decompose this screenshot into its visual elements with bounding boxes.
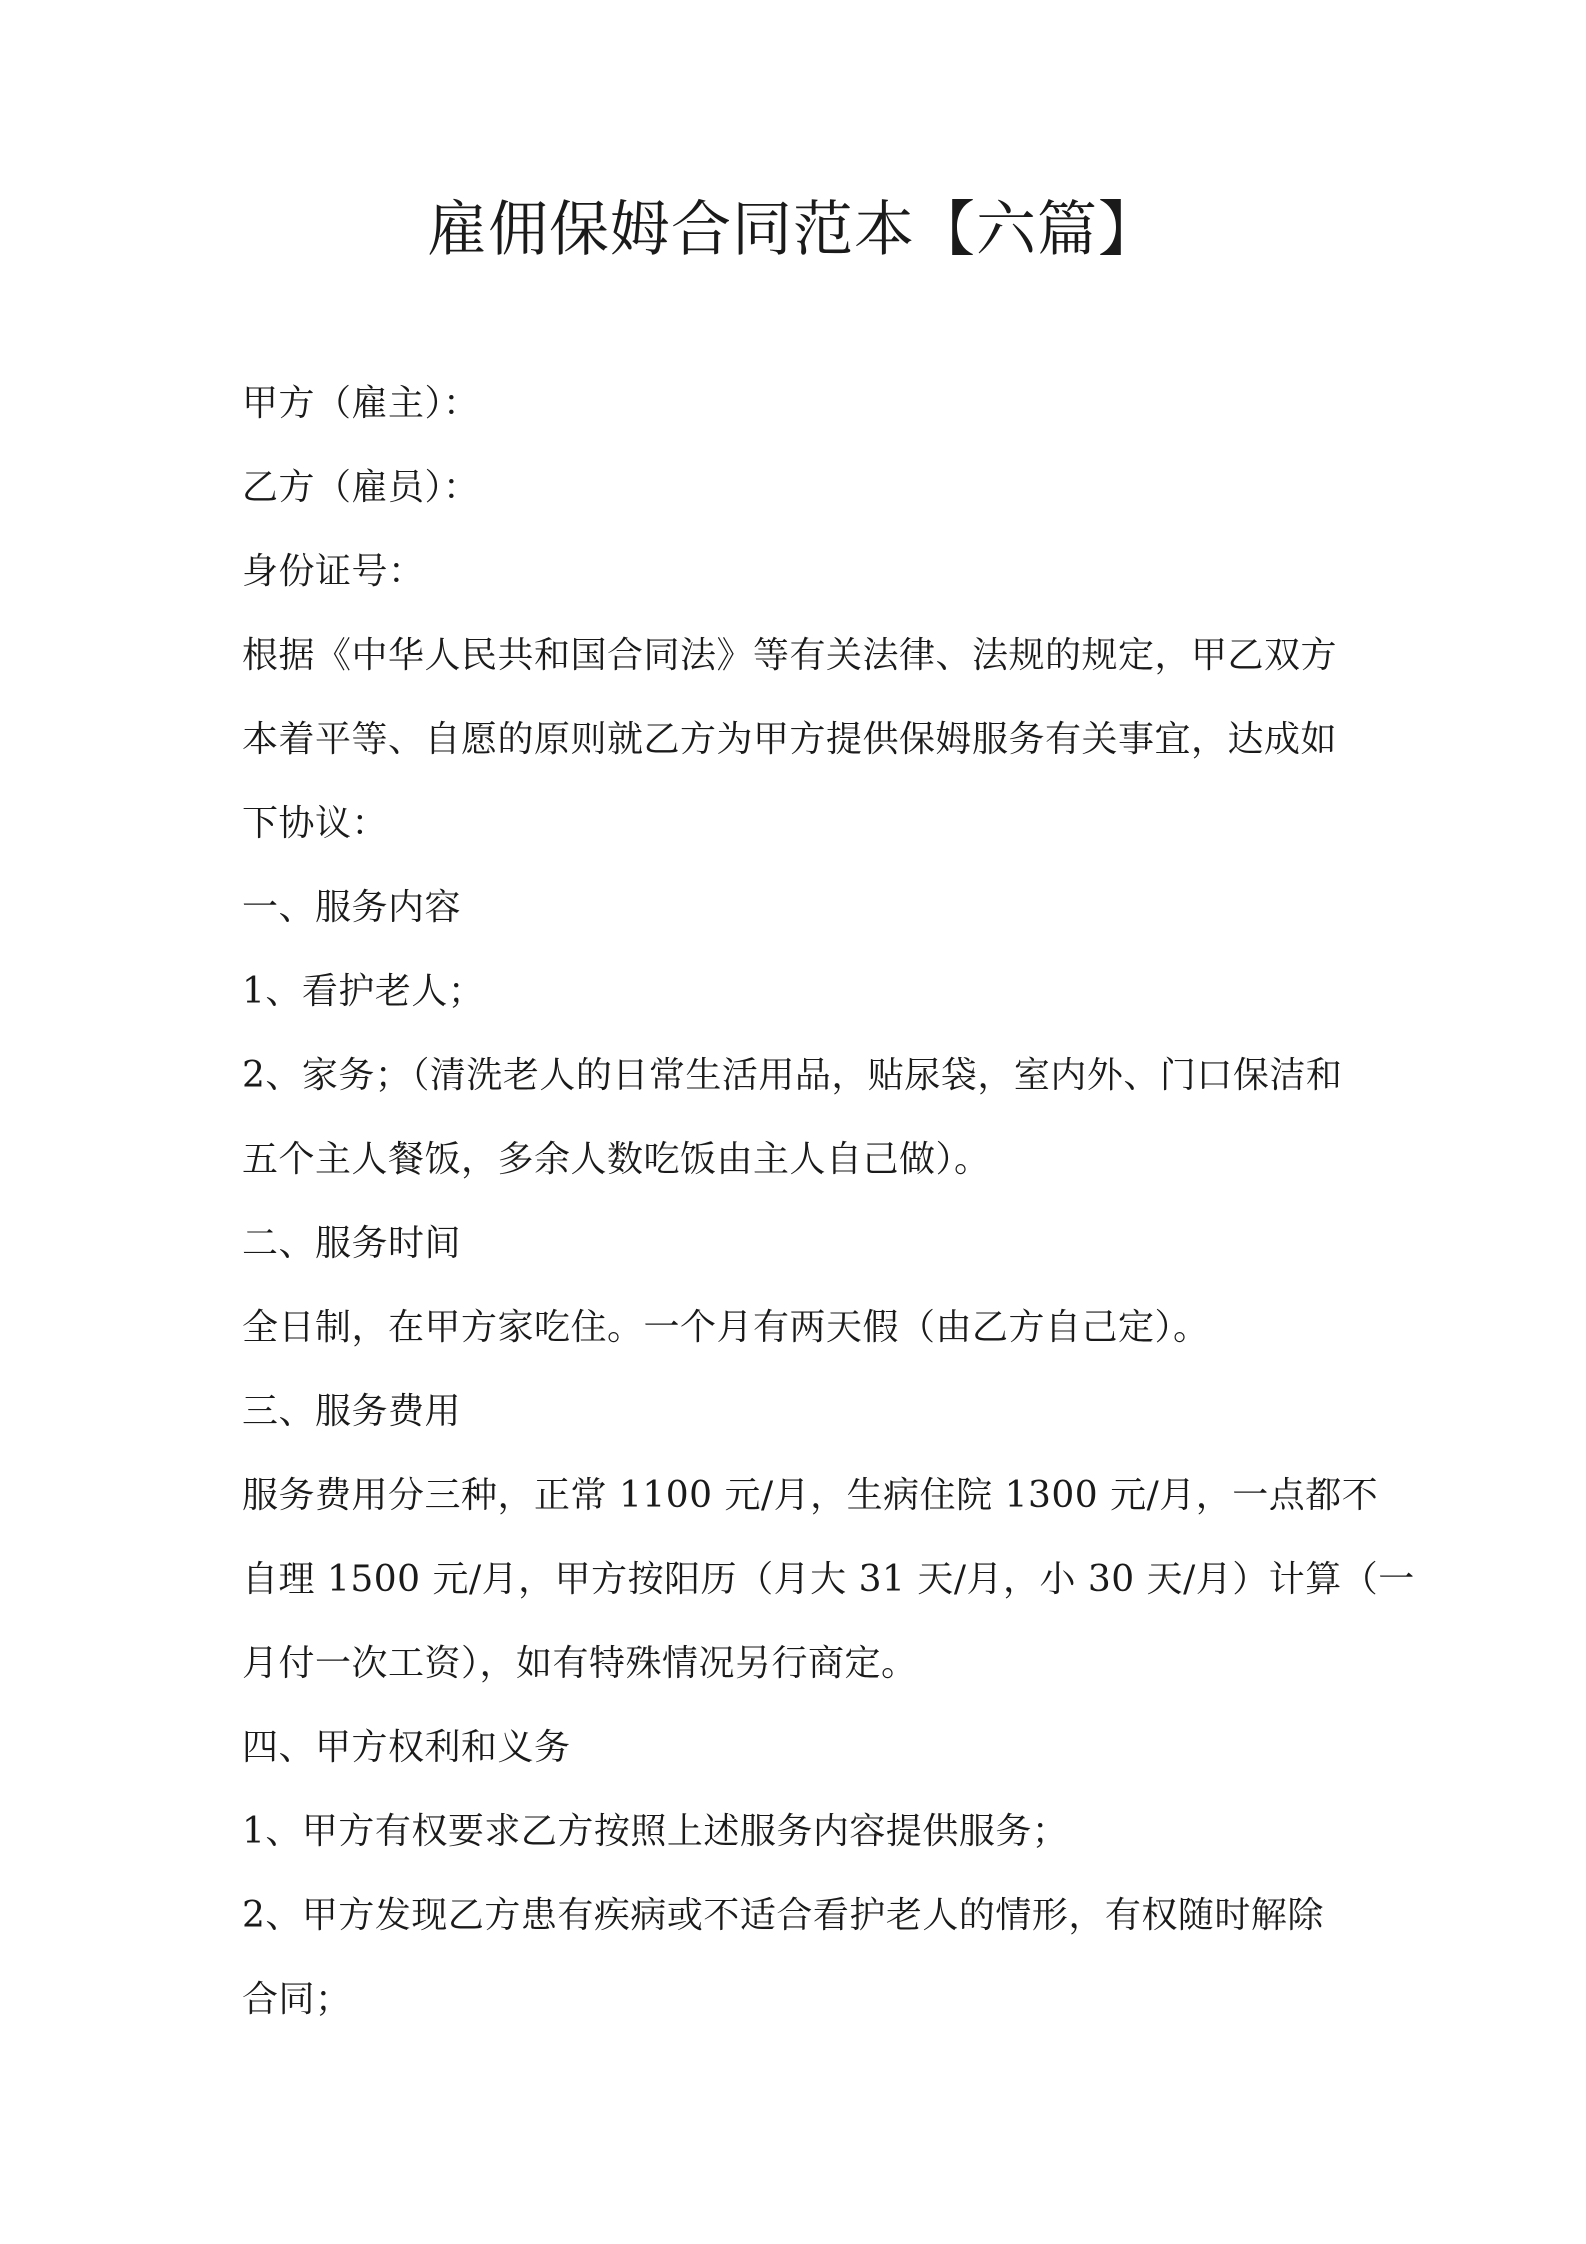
party-a-line: 甲方（雇主）： [242,383,480,424]
clause-line: 五个主人餐饭，多余人数吃饭由主人自己做）。 [242,1139,991,1180]
section-heading-party-a-rights: 四、甲方权利和义务 [242,1727,571,1768]
clause-line: 服务费用分三种，正常 1100 元/月，生病住院 1300 元/月，一点都不 [242,1475,1379,1516]
clause-line: 1、看护老人； [242,971,485,1012]
section-heading-service-time: 二、服务时间 [242,1223,462,1264]
clause-line: 2、家务；（清洗老人的日常生活用品，贴尿袋，室内外、门口保洁和 [242,1055,1343,1096]
section-heading-service-fee: 三、服务费用 [242,1391,462,1432]
section-heading-service-content: 一、服务内容 [242,887,462,928]
clause-line: 全日制，在甲方家吃住。一个月有两天假（由乙方自己定）。 [242,1307,1210,1348]
id-number-line: 身份证号： [242,551,425,592]
clause-line: 合同； [242,1979,352,2020]
clause-line: 2、甲方发现乙方患有疾病或不适合看护老人的情形，有权随时解除 [242,1895,1324,1936]
clause-line: 自理 1500 元/月，甲方按阳历（月大 31 天/月，小 30 天/月）计算（一 [242,1559,1415,1600]
clause-line: 月付一次工资），如有特殊情况另行商定。 [242,1643,918,1684]
preamble-line: 根据《中华人民共和国合同法》等有关法律、法规的规定，甲乙双方 [242,635,1338,676]
preamble-line: 本着平等、自愿的原则就乙方为甲方提供保姆服务有关事宜，达成如 [242,719,1338,760]
clause-line: 1、甲方有权要求乙方按照上述服务内容提供服务； [242,1811,1069,1852]
document-title: 雇佣保姆合同范本【六篇】 [427,195,1159,265]
preamble-line: 下协议： [242,803,389,844]
document-body [242,362,1415,2042]
party-b-line: 乙方（雇员）： [242,467,480,508]
